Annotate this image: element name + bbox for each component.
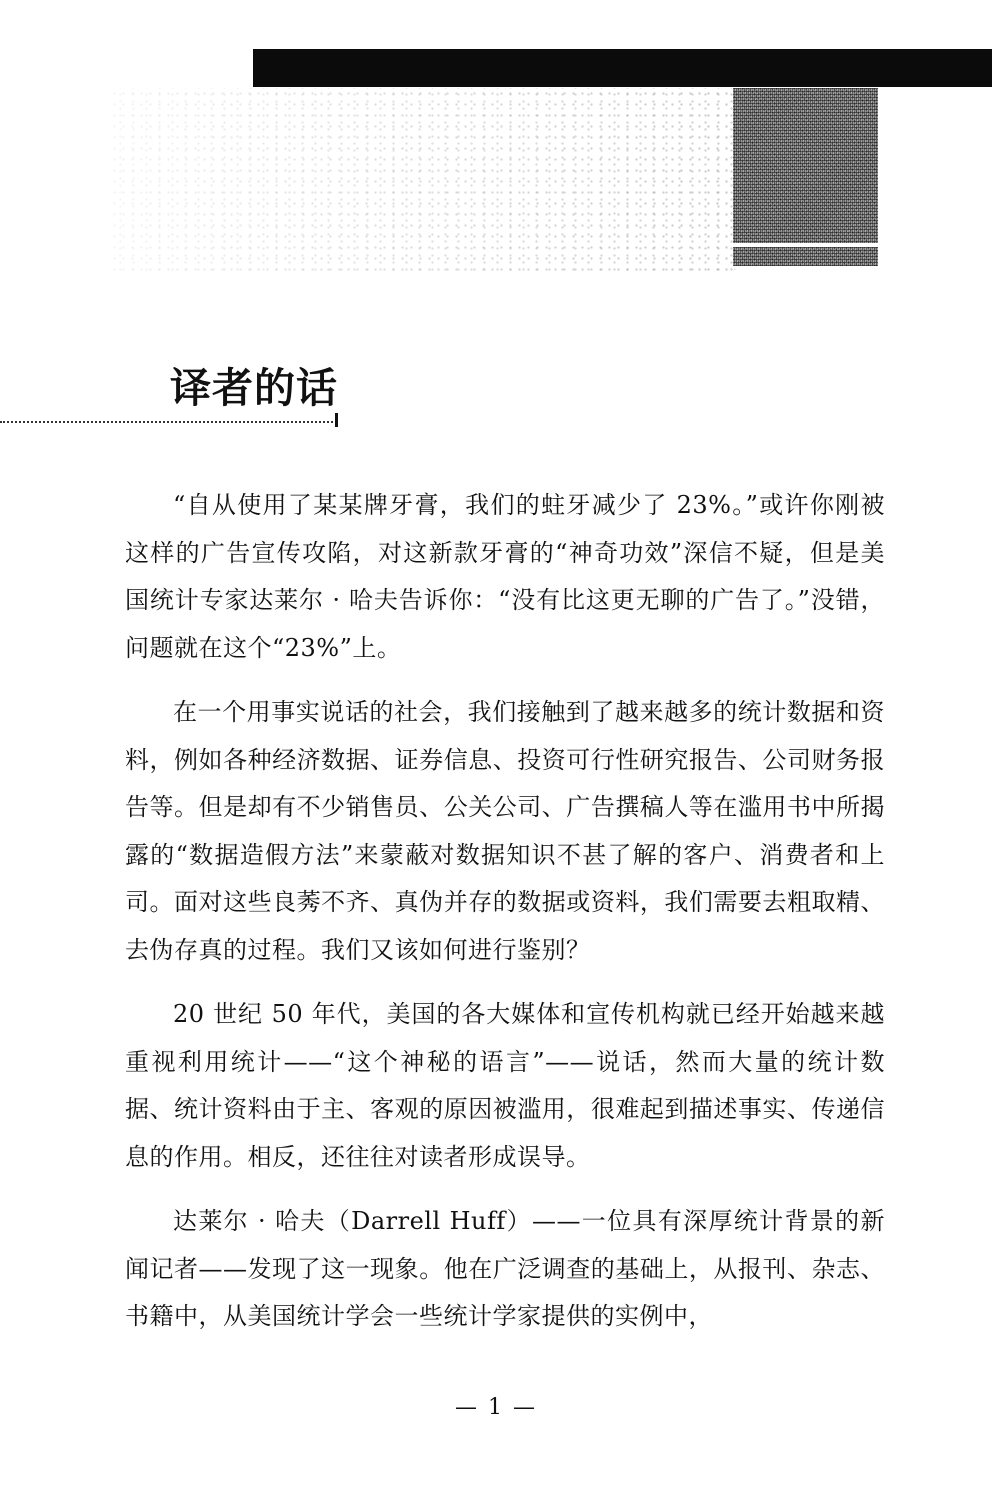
- header-black-bar: [253, 49, 992, 87]
- paragraph-4: 达莱尔 · 哈夫（Darrell Huff）——一位具有深厚统计背景的新闻记者——发现了这一现象。他在广泛调查的基础上，从报刊、杂志、书籍中，从美国统计学会一些统计学家提供的实例中，: [125, 1207, 885, 1330]
- header-texture-block: [733, 88, 878, 266]
- page-number: — 1 —: [455, 1395, 537, 1420]
- header-texture-stripe: [733, 243, 878, 247]
- title-rule-end-mark: [335, 413, 338, 427]
- paragraph-1: “自从使用了某某牌牙膏，我们的蛀牙减少了 23%。”或许你刚被这样的广告宣传攻陷，对这新款牙膏的“神奇功效”深信不疑，但是美国统计专家达莱尔 · 哈夫告诉你：“没有比这更无聊的广告了。”没错，问题就在这个“23%”上。: [125, 491, 885, 662]
- chapter-title: 译者的话: [170, 364, 338, 412]
- paragraph-3: 20 世纪 50 年代，美国的各大媒体和宣传机构就已经开始越来越重视利用统计——“这个神秘的语言”——说话，然而大量的统计数据、统计资料由于主、客观的原因被滥用，很难起到描述事实、传递信息的作用。相反，还往往对读者形成误导。: [125, 1000, 885, 1171]
- body-text: [125, 482, 885, 1358]
- header-halftone-decoration: [110, 88, 735, 273]
- paragraph-2: 在一个用事实说话的社会，我们接触到了越来越多的统计数据和资料，例如各种经济数据、证券信息、投资可行性研究报告、公司财务报告等。但是却有不少销售员、公关公司、广告撰稿人等在滥用书中所揭露的“数据造假方法”来蒙蔽对数据知识不甚了解的客户、消费者和上司。面对这些良莠不齐、真伪并存的数据或资料，我们需要去粗取精、去伪存真的过程。我们又该如何进行鉴别？: [125, 698, 885, 964]
- title-dotted-rule: [0, 421, 333, 423]
